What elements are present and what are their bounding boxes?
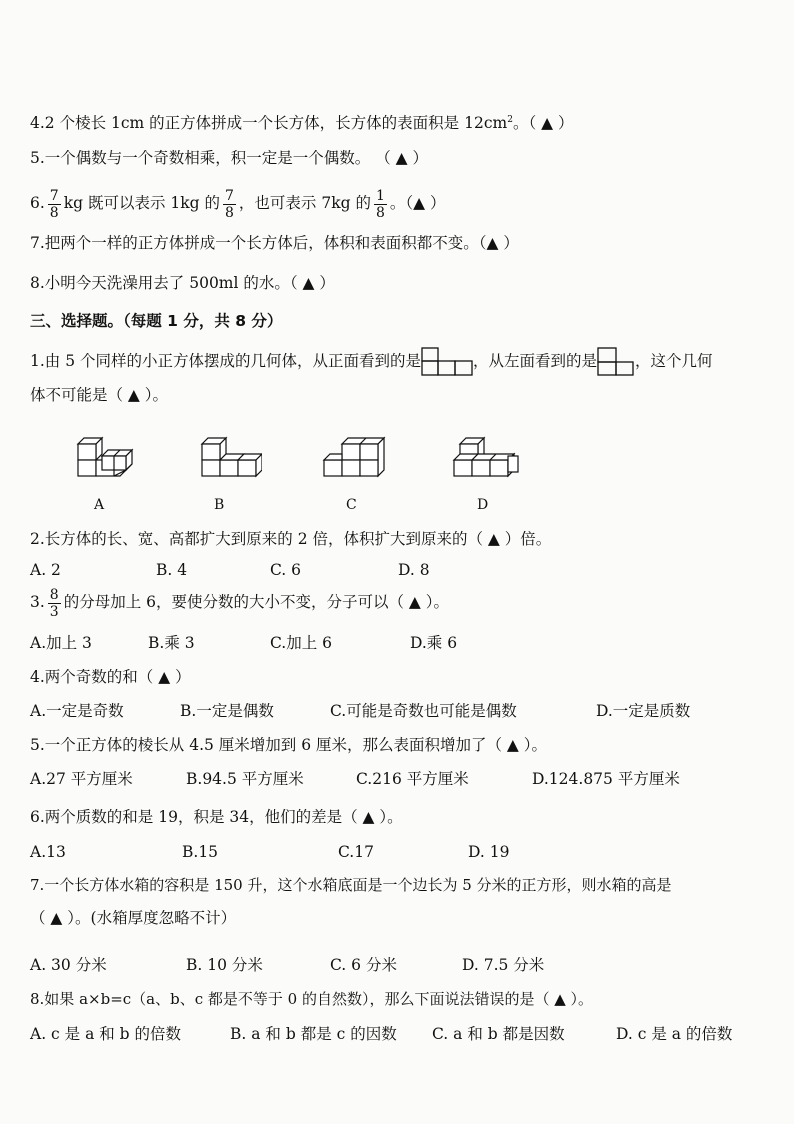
section-heading-choice: 三、选择题。（每题 1 分，共 8 分） [30,312,283,330]
q3-option-d[interactable]: D.乘 6 [410,634,458,652]
choice-question-5: 5.一个正方体的棱长从 4.5 厘米增加到 6 厘米，那么表面积增加了（ ▲ ）。 [30,736,548,754]
figure-label-d: D [477,497,489,513]
q2-option-b[interactable]: B. 4 [156,561,188,579]
q4-option-c[interactable]: C.可能是奇数也可能是偶数 [330,702,517,720]
q1-text-c: ，这个几何 [635,352,713,370]
fraction-7-8-b: $\frac{7}{8}$ [225,187,234,221]
figure-a-cubes [74,434,138,492]
fraction-8-3: $\frac{8}{3}$ [49,586,59,620]
front-view-icon [421,347,473,377]
judge-question-7: 7.把两个一样的正方体拼成一个长方体后，体积和表面积都不变。（▲ ） [30,234,519,252]
q4-option-d[interactable]: D.一定是质数 [596,702,691,720]
choice-question-2: 2.长方体的长、宽、高都扩大到原来的 2 倍，体积扩大到原来的（ ▲ ）倍。 [30,530,552,548]
q7-option-b[interactable]: B. 10 分米 [186,956,263,974]
fraction-7-8-a: $\frac{7}{8}$ [49,187,59,221]
q3-option-c[interactable]: C.加上 6 [270,634,333,652]
q6-option-c[interactable]: C.17 [338,843,374,861]
q2-option-d[interactable]: D. 8 [398,561,430,579]
left-view-icon [597,347,635,377]
judge-6-tail: 。（▲ ） [389,194,446,212]
judge-4-text: 4.2 个棱长 1cm 的正方体拼成一个长方体，长方体的表面积是 12cm [30,114,508,133]
choice-question-7: 7.一个长方体水箱的容积是 150 升，这个水箱底面是一个边长为 5 分米的正方形，则水箱的高是 [30,876,672,894]
judge-6-text-a: kg 既可以表示 1kg 的 [63,194,220,212]
q2-option-c[interactable]: C. 6 [270,561,302,579]
q3-option-b[interactable]: B.乘 3 [148,634,195,652]
figure-label-a: A [94,497,105,513]
choice-question-1 [30,347,713,377]
judge-6-text-b: ，也可表示 7kg 的 [238,194,371,212]
figure-label-c: C [346,497,357,513]
q8-option-b[interactable]: B. a 和 b 都是 c 的因数 [230,1025,397,1043]
q5-option-a[interactable]: A.27 平方厘米 [30,770,133,788]
choice-question-4: 4.两个奇数的和（ ▲ ） [30,668,191,686]
judge-question-8: 8.小明今天洗澡用去了 500ml 的水。（ ▲ ） [30,274,335,292]
q1-text-b: ，从左面看到的是 [473,352,598,370]
q8-option-c[interactable]: C. a 和 b 都是因数 [432,1025,565,1043]
q7-option-a[interactable]: A. 30 分米 [30,956,107,974]
choice-question-6: 6.两个质数的和是 19，积是 34，他们的差是（ ▲ ）。 [30,808,403,826]
q1-line-2: 体不可能是（ ▲ ）。 [30,386,169,404]
figure-b-cubes [198,434,262,492]
q6-option-a[interactable]: A.13 [30,843,66,861]
figure-label-b: B [214,497,225,513]
choice-question-8: 8.如果 a×b=c（a、b、c 都是不等于 0 的自然数），那么下面说法错误的是（ ▲ ）。 [30,990,594,1008]
judge-6-number: 6. [30,194,45,212]
fraction-1-8: $\frac{1}{8}$ [375,187,385,221]
q5-option-b[interactable]: B.94.5 平方厘米 [186,770,304,788]
q3-option-a[interactable]: A.加上 3 [30,634,92,652]
q4-option-b[interactable]: B.一定是偶数 [180,702,274,720]
judge-question-4 [30,110,573,133]
figure-d-cubes [450,434,524,492]
judge-question-5: 5.一个偶数与一个奇数相乘，积一定是一个偶数。 （ ▲ ） [30,149,428,167]
choice-question-3 [30,583,449,621]
q6-option-b[interactable]: B.15 [182,843,219,861]
q7-option-c[interactable]: C. 6 分米 [330,956,397,974]
q7-option-d[interactable]: D. 7.5 分米 [462,956,545,974]
q8-option-d[interactable]: D. c 是 a 的倍数 [616,1025,733,1043]
q5-option-c[interactable]: C.216 平方厘米 [356,770,469,788]
q2-option-a[interactable]: A. 2 [30,561,61,579]
q7-line-2: （ ▲ ）。(水箱厚度忽略不计） [30,909,237,927]
q3-number: 3. [30,593,45,611]
q5-option-d[interactable]: D.124.875 平方厘米 [532,770,680,788]
q8-option-a[interactable]: A. c 是 a 和 b 的倍数 [30,1025,182,1043]
judge-question-6 [30,184,445,222]
q3-text: 的分母加上 6，要使分数的大小不变，分子可以（ ▲ ）。 [63,593,450,611]
q4-option-a[interactable]: A.一定是奇数 [30,702,124,720]
q6-option-d[interactable]: D. 19 [468,843,510,861]
figure-c-cubes [318,434,392,492]
judge-4-tail: 。（ ▲ ） [512,114,574,133]
q1-text-a: 1.由 5 个同样的小正方体摆成的几何体，从正面看到的是 [30,352,422,370]
judge-4-superscript: 2 [507,115,513,125]
